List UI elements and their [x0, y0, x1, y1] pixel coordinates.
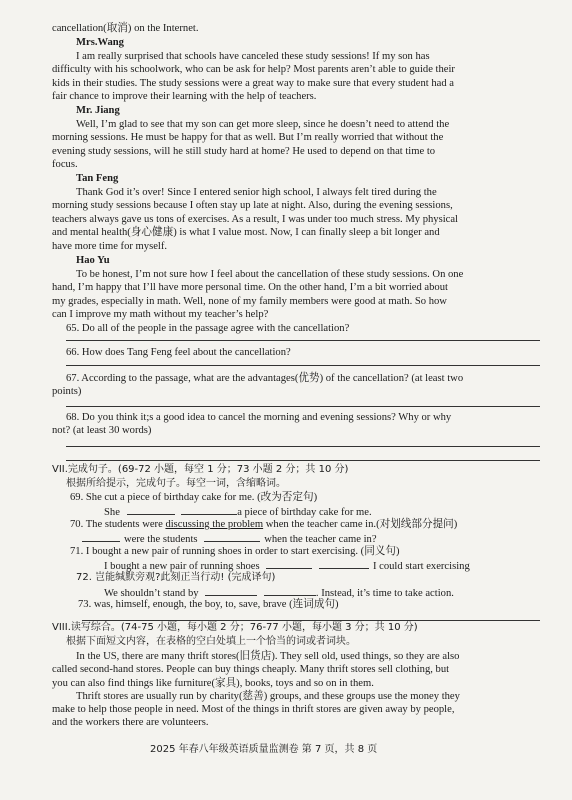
speaker-name-wang: Mrs.Wang [76, 37, 124, 48]
question-67-line1: 67. According to the passage, what are the advantages(优势) of the cancellation? (at least two [66, 373, 464, 384]
paragraph-line: Well, I’m glad to see that my son can get more sleep, since he doesn’t need to attend the [76, 119, 450, 130]
question-70 [70, 518, 457, 531]
paragraph-line: morning study sessions because I often stay up late at night. Also, during the evening sessions, [52, 200, 453, 211]
answer-line-65[interactable] [66, 340, 540, 341]
question-68-line2: not? (at least 30 words) [52, 425, 152, 436]
paragraph-line: hand, I’m happy that I’ll have more personal time. On the other hand, I’m a bit worried about [52, 282, 448, 293]
answer-line-66[interactable] [66, 365, 540, 366]
paragraph-line: make to help those people in need. Most of the things in thrift stores are given away by people, [52, 704, 455, 715]
paragraph-line: teachers always gave us tons of exercises. As a result, I was under too much stress. My physical [52, 214, 458, 225]
q70-end: when the teacher came in? [264, 534, 377, 545]
q72-suffix: . Instead, it’s time to take action. [315, 588, 454, 599]
question-71: 71. I bought a new pair of running shoes in order to start exercising. (同义句) [70, 546, 400, 557]
paragraph-line: Thrift stores are usually run by charity(慈善) groups, and these groups use the money they [76, 691, 460, 702]
paragraph-line: called second-hand stores. People can buy things cheaply. Many thrift stores sell clothing, but [52, 664, 450, 675]
section-7-instruction: 根据所给提示，完成句子。每空一词，含缩略词。 [66, 478, 286, 489]
answer-line-68a[interactable] [66, 446, 540, 447]
speaker-name-tan: Tan Feng [76, 173, 119, 184]
q69-suffix: a piece of birthday cake for me. [237, 507, 372, 518]
paragraph-line: focus. [52, 159, 78, 170]
paragraph-line: To be honest, I’m not sure how I feel about the cancellation of these study sessions. On one [76, 269, 464, 280]
paragraph-line: evening study sessions, will he still study hard at home? He used to depend on that time to [52, 146, 436, 157]
q71-blank-1[interactable] [266, 558, 312, 569]
paragraph-line: difficulty with his schoolwork, who can be ask for help? Most parents aren’t able to guide their [52, 64, 455, 75]
paragraph-line: can I improve my math without my teacher’s help? [52, 309, 269, 320]
paragraph-line: kids in their studies. The study sessions were a great way to make sure that every student had a [52, 78, 454, 89]
paragraph-line: and mental health(身心健康) is what I value most. Now, I can finally sleep a bit longer and [52, 227, 440, 238]
question-72: 72. 岂能缄默旁观?此刻正当行动! (完成译句) [76, 572, 276, 583]
paragraph-line: fair chance to improve their learning with the help of teachers. [52, 91, 317, 102]
paragraph-line: In the US, there are many thrift stores(旧货店). They sell old, used things, so they are also [76, 651, 460, 662]
paragraph-line: morning sessions. He must be happy for that as well. But I’m really worried that without the [52, 132, 444, 143]
intro-tail: cancellation(取消) on the Internet. [52, 23, 199, 34]
q72-blank-1[interactable] [205, 585, 257, 596]
question-73: 73. was, himself, enough, the boy, to, save, brave (连词成句) [78, 599, 339, 610]
q70-underlined-phrase: discussing the problem [165, 519, 264, 530]
page-footer: 2025 年春八年级英语质量监测卷 第 7 页，共 8 页 [150, 744, 378, 755]
section-8-title: VIII.读写综合。(74-75 小题，每小题 2 分；76-77 小题，每小题 3 分；共 10 分) [52, 622, 418, 633]
question-67-line2: points) [52, 386, 82, 397]
speaker-name-hao: Hao Yu [76, 255, 110, 266]
question-65: 65. Do all of the people in the passage agree with the cancellation? [66, 323, 350, 334]
question-68-line1: 68. Do you think it;s a good idea to cancel the morning and evening sessions? Why or why [66, 412, 452, 423]
q70-prefix: 70. The students were [70, 519, 163, 530]
q71-blank-2[interactable] [319, 558, 369, 569]
section-7-title: VII.完成句子。(69-72 小题，每空 1 分；73 小题 2 分；共 10 分) [52, 464, 349, 475]
q69-prefix: She [104, 507, 120, 518]
answer-line-68b[interactable] [66, 460, 540, 461]
q70-middle: were the students [124, 534, 198, 545]
paragraph-line: I am really surprised that schools have canceled these study sessions! If my son has [76, 51, 430, 62]
q69-blank-2[interactable] [181, 504, 237, 515]
question-66: 66. How does Tang Feng feel about the cancellation? [66, 347, 291, 358]
q70-suffix: when the teacher came in.(对划线部分提问) [265, 519, 458, 530]
q70-blank-1[interactable] [82, 531, 120, 542]
q70-blank-2[interactable] [204, 531, 260, 542]
q72-prefix: We shouldn’t stand by [104, 588, 199, 599]
q69-blank-1[interactable] [127, 504, 175, 515]
q72-blank-2[interactable] [264, 585, 316, 596]
question-69: 69. She cut a piece of birthday cake for me. (改为否定句) [70, 492, 318, 503]
section-8-instruction: 根据下面短文内容，在表格的空白处填上一个恰当的词或者词块。 [66, 636, 356, 647]
answer-line-67[interactable] [66, 406, 540, 407]
q71-suffix: I could start exercising [372, 561, 470, 572]
speaker-name-jiang: Mr. Jiang [76, 105, 120, 116]
q71-prefix: I bought a new pair of running shoes [104, 561, 260, 572]
paragraph-line: Thank God it’s over! Since I entered senior high school, I always felt tired during the [76, 187, 437, 198]
paragraph-line: have more time for myself. [52, 241, 168, 252]
paragraph-line: my grades, especially in math. Well, none of my family members were good at math. So how [52, 296, 447, 307]
paragraph-line: you can also find things like furniture(家具), books, toys and so on in them. [52, 678, 374, 689]
paragraph-line: and the workers there are volunteers. [52, 717, 209, 728]
